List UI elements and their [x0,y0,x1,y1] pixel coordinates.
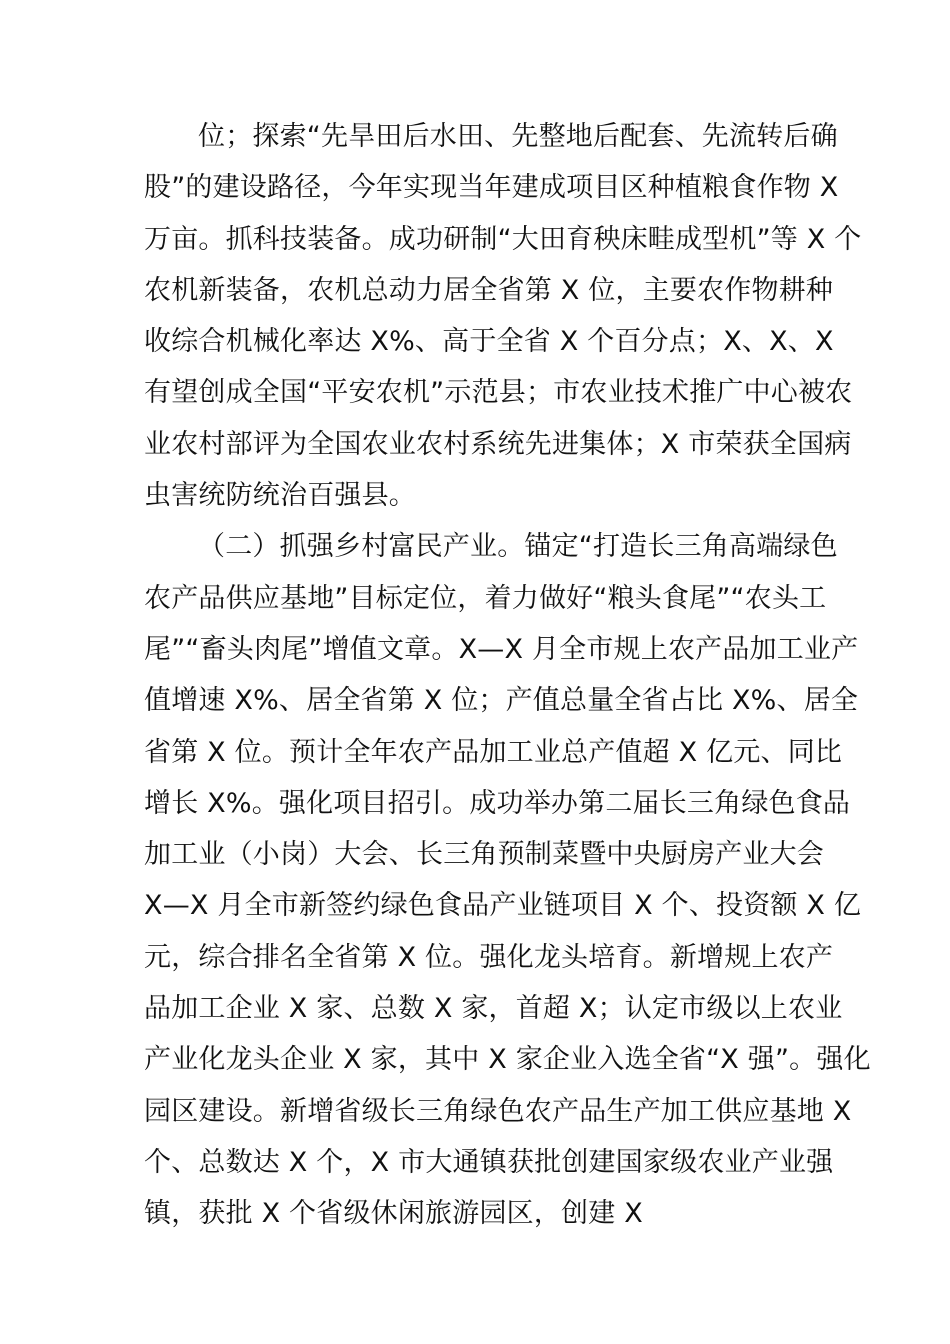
text-line: 业农村部评为全国农业农村系统先进集体；X 市荣获全国病 [144,428,852,460]
text-line: 收综合机械化率达 X%、高于全省 X 个百分点；X、X、X [144,326,834,358]
text-line: 有望创成全国“平安农机”示范县；市农业技术推广中心被农 [144,377,853,409]
text-line: 股”的建设路径，今年实现当年建成项目区种植粮食作物 X [144,172,839,204]
text-line: 农产品供应基地”目标定位，着力做好“粮头食尾”“农头工 [144,582,827,614]
text-line: 加工业（小岗）大会、长三角预制菜暨中央厨房产业大会 [144,839,824,871]
text-line: 尾”“畜头肉尾”增值文章。X—X 月全市规上农产品加工业产 [144,633,859,665]
text-line: 万亩。抓科技装备。成功研制“大田育秧床畦成型机”等 X 个 [144,223,862,255]
text-line: 省第 X 位。预计全年农产品加工业总产值超 X 亿元、同比 [144,736,843,768]
text-line: 产业化龙头企业 X 家，其中 X 家企业入选全省“X 强”。强化 [144,1044,871,1076]
text-line: 位；探索“先旱田后水田、先整地后配套、先流转后确 [198,121,838,152]
text-line: 增长 X%。强化项目招引。成功举办第二届长三角绿色食品 [144,787,851,819]
text-line: 元，综合排名全省第 X 位。强化龙头培育。新增规上农产 [144,941,834,973]
text-line: 农机新装备，农机总动力居全省第 X 位，主要农作物耕种 [144,274,834,306]
text-line: 园区建设。新增省级长三角绿色农产品生产加工供应基地 X [144,1095,852,1127]
text-line: 镇，获批 X 个省级休闲旅游园区，创建 X [144,1198,643,1230]
body-text [144,111,871,1240]
text-line: 虫害统防统治百强县。 [144,480,416,512]
text-line: 品加工企业 X 家、总数 X 家，首超 X；认定市级以上农业 [144,993,843,1025]
text-line: 值增速 X%、居全省第 X 位；产值总量全省占比 X%、居全 [144,685,859,717]
section-heading-line: （二）抓强乡村富民产业。锚定“打造长三角高端绿色 [198,531,838,563]
text-line: 个、总数达 X 个，X 市大通镇获批创建国家级农业产业强 [144,1146,834,1178]
text-line: X—X 月全市新签约绿色食品产业链项目 X 个、投资额 X 亿 [144,890,862,922]
